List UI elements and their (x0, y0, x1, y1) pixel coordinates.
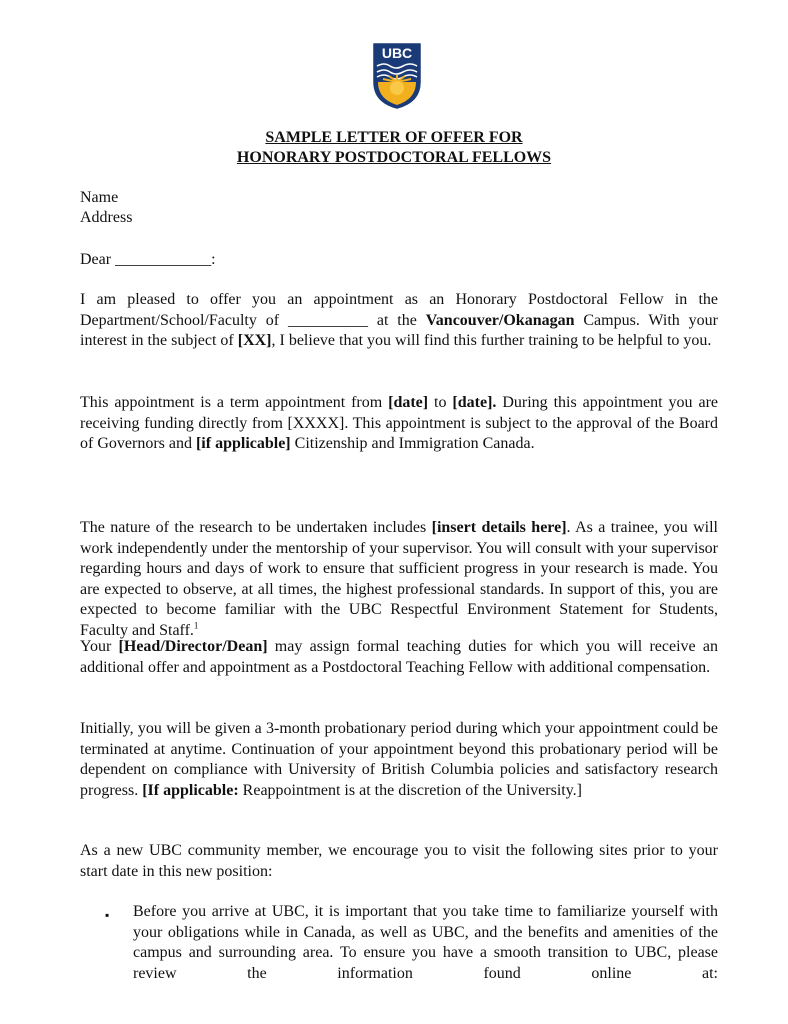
p4-text-c: may assign formal teaching duties for which you will receive an additional offer and appointment as a Postdoctoral Teaching Fellow with additional compensation. (80, 638, 718, 676)
recipient-address: Address (80, 209, 133, 226)
p3-details: [insert details here] (431, 519, 567, 536)
p2-start-date: [date] (388, 394, 429, 411)
p3-text-a: The nature of the research to be undertaken includes (80, 519, 432, 536)
bullet-item-arrival: Before you arrive at UBC, it is important that you take time to familiarize yourself with your obligations while in Canada, as well as UBC, and the benefits and amenities of the campus and surrounding area. To ensure you have a smooth transition to UBC, please review the information found online at: (133, 903, 718, 982)
p5-text-c: Reappointment is at the discretion of the University.] (238, 781, 582, 799)
p2-text-a: This appointment is a term appointment from (80, 394, 389, 411)
bullet-icon: ▪ (105, 908, 110, 922)
footnote-marker: 1 (193, 620, 199, 631)
paragraph-term (80, 393, 718, 455)
paragraph-offer (80, 290, 718, 352)
recipient-name: Name (80, 189, 119, 206)
p3-text-c: . As a trainee, you will work independently under the mentorship of your supervisor. You will consult with your supervisor regarding hours and days of work to ensure that sufficient progress in your research is made. You are expected to observe, at all times, the highest professional standards. In support of this, you are expected to become familiar with the UBC Respectful Environment Statement for Students, Faculty and Staff. (80, 519, 718, 639)
p2-if-applicable: [if applicable] (195, 435, 291, 452)
p4-head-director-dean: [Head/Director/Dean] (118, 638, 268, 655)
paragraph-community: As a new UBC community member, we encourage you to visit the following sites prior to your start date in this new position: (80, 842, 718, 880)
p2-text-e: During this appointment you are receiving funding directly from [XXXX]. This appointment is subject to the approval of the Board of Governors and (80, 394, 718, 452)
logo-text: UBC (381, 45, 413, 61)
paragraph-teaching (80, 637, 718, 678)
letter-title-line-1: SAMPLE LETTER OF OFFER FOR (265, 129, 523, 146)
p2-text-g: Citizenship and Immigration Canada. (290, 435, 535, 452)
paragraph-probation (80, 719, 718, 801)
p5-text-a: Initially, you will be given a 3-month probationary period during which your appointment could be terminated at anytime. Continuation of your appointment beyond this probationary period will be dependent on compliance with University of British Columbia policies and satisfactory research progress. (80, 720, 718, 799)
letter-title-line-2: HONORARY POSTDOCTORAL FELLOWS (236, 149, 552, 166)
p2-text-c: to (428, 394, 453, 411)
paragraph-research (80, 518, 718, 641)
p1-subject: [XX] (237, 332, 272, 349)
p2-end-date: [date]. (452, 394, 497, 411)
p1-campus: Vancouver/Okanagan (425, 311, 575, 329)
p1-text-a: I am pleased to offer you an appointment as an Honorary Postdoctoral Fellow in the Department/School/Faculty of __________ at the (80, 291, 718, 329)
p5-if-applicable: [If applicable: (142, 781, 239, 799)
ubc-crest-logo (372, 42, 422, 110)
p1-text-e: , I believe that you will find this further training to be helpful to you. (271, 332, 712, 349)
p1-text-c: Campus. With your interest in the subject of (80, 311, 718, 349)
salutation: Dear ____________: (80, 251, 216, 268)
p4-text-a: Your (80, 638, 119, 655)
